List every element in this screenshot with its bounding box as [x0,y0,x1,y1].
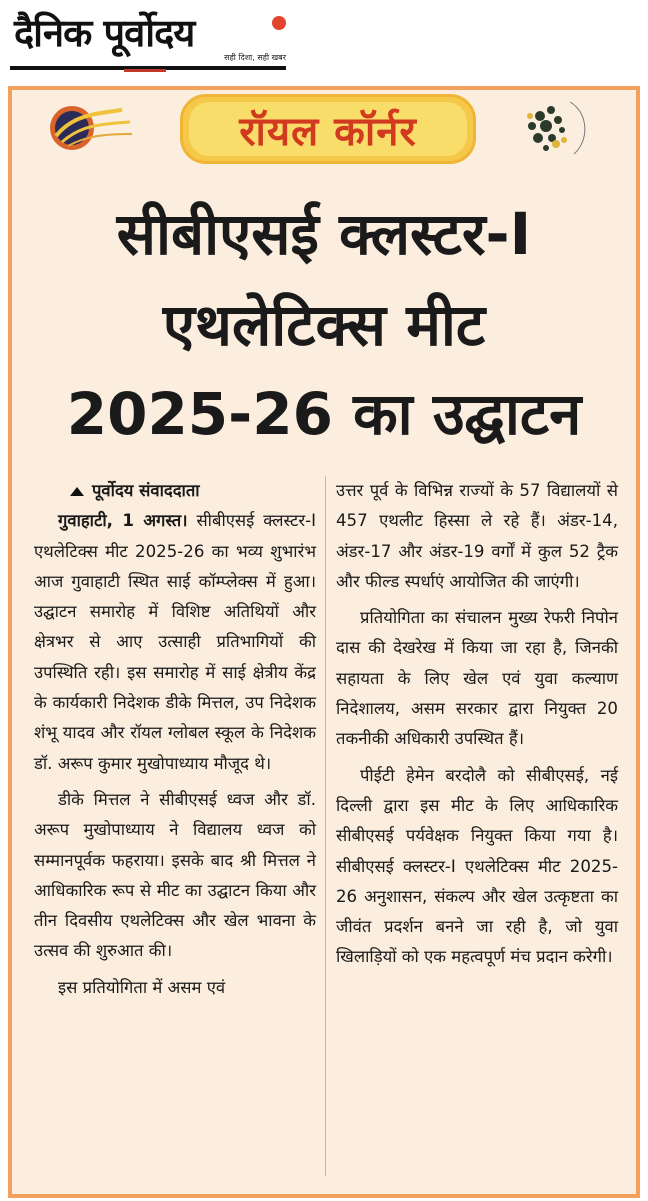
article-paragraph: प्रतियोगिता का संचालन मुख्य रेफरी निपोन दास की देखरेख में किया जा रहा है, जिनकी सहायता के लिए खेल एवं युवा कल्याण निदेशालय, असम सरकार द्वारा नियुक्त 20 तकनीकी अधिकारी उपस्थित हैं। [336,608,618,749]
article-paragraph: उत्तर पूर्व के विभिन्न राज्यों के 57 विद्यालयों से 457 एथलीट हिस्सा ले रहे हैं। अंडर-14, अंडर-17 और अंडर-19 वर्गों में कुल 52 ट्रैक और फील्ड स्पर्धाएं आयोजित की जाएंगी। [336,481,618,591]
article-paragraph [34,506,316,779]
article-paragraph: पीईटी हेमेन बरदोलै को सीबीएसई, नई दिल्ली द्वारा इस मीट के लिए आधिकारिक सीबीएसई पर्यवेक्षक नियुक्त किया गया है। सीबीएसई क्लस्टर-I एथलेटिक्स मीट 2025-26 अनुशासन, संकल्प और खेल उत्कृष्टता का जीवंत प्रदर्शन बनने जा रही है, जो युवा खिलाड़ियों को एक महत्वपूर्ण मंच प्रदान करेगी। [336,765,618,967]
byline-text: पूर्वोदय संवाददाता [92,481,200,500]
headline-line-3: 2025-26 का उद्घाटन [66,380,582,448]
masthead-dot-icon [272,16,286,30]
masthead [10,6,286,66]
headline-line-2: एथलेटिक्स मीट [162,291,486,359]
newspaper-tagline: सही दिशा, सही खबर [224,53,286,62]
royal-global-school-logo-icon [32,96,142,156]
section-label: रॉयल कॉर्नर [239,108,417,155]
article-column-right [336,476,618,973]
byline-triangle-icon [70,487,84,496]
section-badge [180,94,476,164]
newspaper-title: दैनिक पूर्वोदय [14,11,195,55]
section-banner [12,90,636,170]
headline-line-1: सीबीएसई क्लस्टर-I [116,200,532,268]
masthead-rule-accent [124,69,166,72]
dateline: गुवाहाटी, 1 अगस्त। [58,511,188,531]
article-column-left [34,476,316,1003]
column-divider [325,476,326,1176]
article-paragraph: डीके मित्तल ने सीबीएसई ध्वज और डॉ. अरूप मुखोपाध्याय ने विद्यालय ध्वज को सम्मानपूर्वक फहराया। इसके बाद श्री मित्तल ने आधिकारिक रूप से मीट का उद्घाटन किया और तीन दिवसीय एथलेटिक्स और खेल भावना के उत्सव की शुरुआत की। [34,789,316,961]
knowledge-dots-logo-icon [518,94,596,160]
byline [34,476,316,506]
article-paragraph: इस प्रतियोगिता में असम एवं [58,977,226,997]
paragraph-text: सीबीएसई क्लस्टर-I एथलेटिक्स मीट 2025-26 का भव्य शुभारंभ आज गुवाहाटी स्थित साई कॉम्प्लेक्स में हुआ। उद्घाटन समारोह में विशिष्ट अतिथियों और क्षेत्रभर से आए उत्साही प्रतिभागियों की उपस्थिति रही। इस समारोह में साई क्षेत्रीय केंद्र के कार्यकारी निदेशक डीके मित्तल, उप निदेशक शंभू यादव और रॉयल ग्लोबल स्कूल के निदेशक डॉ. अरूप कुमार मुखोपाध्याय मौजूद थे। [34,511,316,773]
